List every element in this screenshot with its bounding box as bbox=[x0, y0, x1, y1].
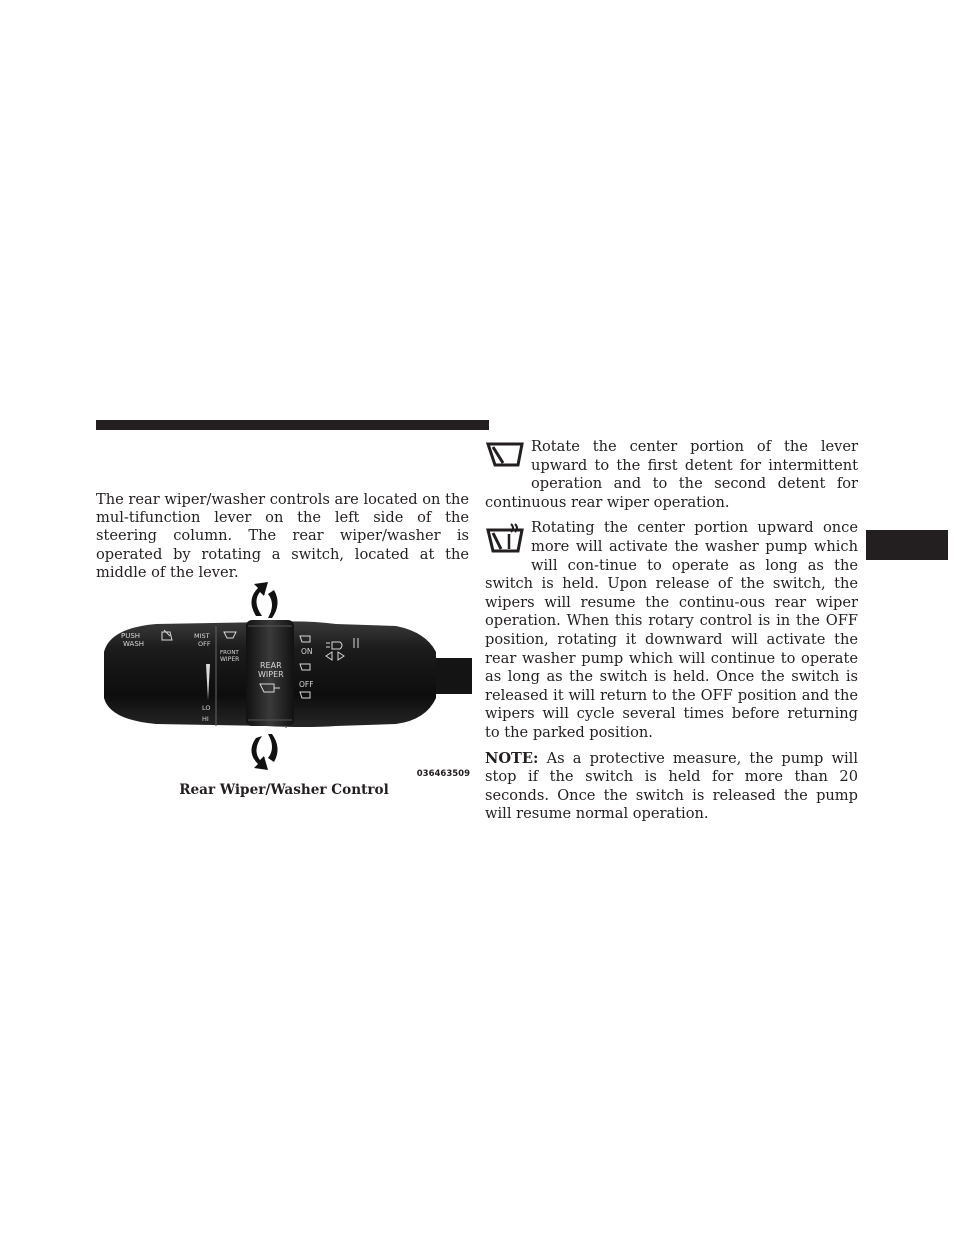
figure-caption: Rear Wiper/Washer Control bbox=[179, 782, 389, 798]
rear-wiper-label-1: REAR bbox=[260, 661, 282, 670]
rear-washer-icon bbox=[485, 522, 525, 558]
rotate-down-arrow-icon bbox=[251, 734, 277, 770]
front-wiper-label-1: FRONT bbox=[220, 650, 239, 656]
push-wash-label-1: PUSH bbox=[121, 632, 141, 640]
rear-washer-paragraph bbox=[485, 519, 858, 742]
note-label: NOTE: bbox=[485, 749, 539, 767]
rear-wiper-icon bbox=[485, 441, 525, 477]
left-column bbox=[96, 491, 469, 582]
lever-illustration-svg bbox=[96, 580, 472, 785]
section-header-bar bbox=[96, 420, 489, 430]
rear-wiper-label-2: WIPER bbox=[258, 670, 284, 679]
rear-wiper-paragraph bbox=[485, 438, 858, 512]
off-position-label: OFF bbox=[299, 680, 314, 689]
chapter-thumb-tab bbox=[866, 530, 948, 560]
mist-label: MIST bbox=[194, 632, 210, 640]
lo-label: LO bbox=[202, 704, 211, 712]
image-code: 036463509 bbox=[416, 769, 470, 779]
rear-wiper-text: Rotate the center portion of the lever upward to the first detent for intermittent operation and to the second detent for continuous rear wiper operation. bbox=[485, 438, 858, 511]
note-paragraph bbox=[485, 750, 858, 824]
right-column bbox=[485, 438, 858, 831]
rear-washer-text: Rotating the center portion upward once more will activate the washer pump which will con-tinue to operate as long as the switch is held. Upon release of the switch, the wipers will resume the continu-ous rear wiper operation. When this rotary control is in the OFF position, rotating it downward will activate the rear washer pump which will continue to operate as long as the switch is held. Once the switch is released it will return to the OFF position and the wipers will cycle several times before returning to the parked position. bbox=[485, 519, 858, 741]
push-wash-label-2: WASH bbox=[123, 640, 145, 648]
on-label: ON bbox=[301, 647, 313, 656]
note-text: As a protective measure, the pump will stop if the switch is held for more than 20 seconds. Once the switch is released the pump will resume normal operation. bbox=[485, 749, 858, 823]
off-label: OFF bbox=[198, 640, 211, 648]
rotate-up-arrow-icon bbox=[251, 582, 277, 618]
intro-paragraph: The rear wiper/washer controls are located on the mul-tifunction lever on the left side of the steering column. The rear wiper/washer is operated by rotating a switch, located at the middle of the lever. bbox=[96, 491, 469, 581]
lever-illustration bbox=[96, 580, 472, 785]
front-wiper-label-2: WIPER bbox=[220, 656, 240, 663]
hi-label: HI bbox=[202, 715, 209, 723]
